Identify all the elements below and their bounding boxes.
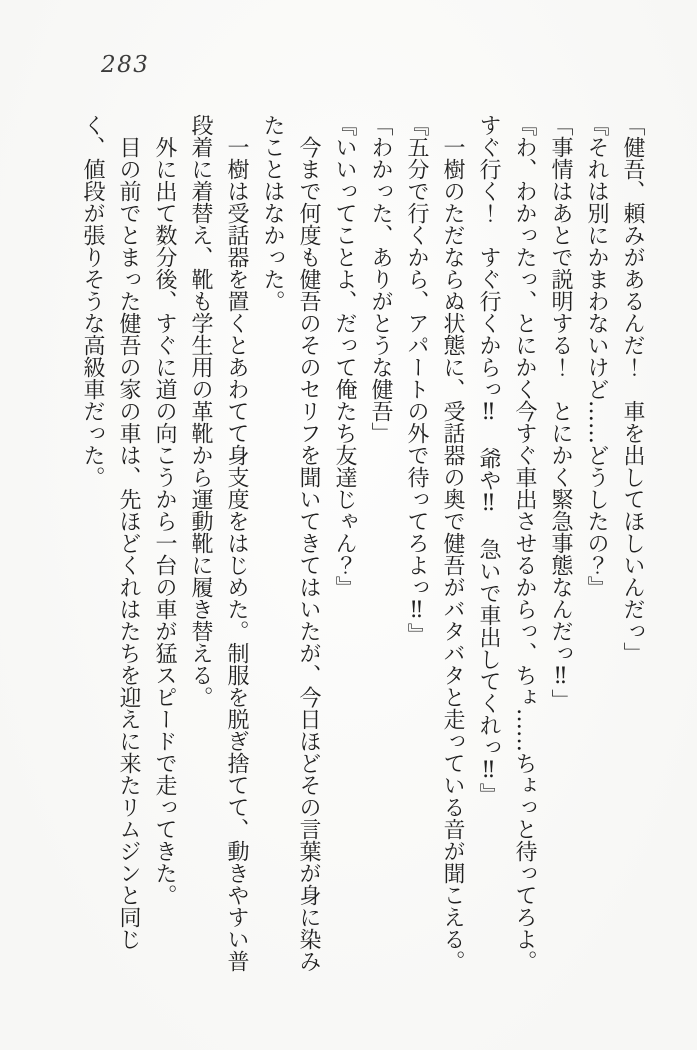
dialogue-paragraph: 『それは別にかまわないけど……どうしたの？』 [584,114,609,598]
dialogue-paragraph: 「事情はあとで説明する！ とにかく緊急事態なんだっ‼」 [548,114,573,711]
narrative-paragraph: 一樹のただならぬ状態に、受話器の奥で健吾がバタバタと走っている音が聞こえる。 [440,136,465,972]
dialogue-paragraph: 『いいってことよ、だって俺たち友達じゃん？』 [332,114,357,598]
narrative-paragraph: 今まで何度も健吾のそのセリフを聞いてきてはいたが、今日ほどその言葉が身に染みたことはなかった。 [260,114,321,972]
dialogue-paragraph: 「わかった、ありがとうな健吾」 [368,114,393,444]
narrative-paragraph: 外に出て数分後、すぐに道の向こうから一台の車が猛スピードで走ってきた。 [152,136,177,906]
narrative-paragraph: 目の前でとまった健吾の家の車は、先ほどくれはたちを迎えに来たリムジンと同じく、値段が張りそうな高級車だった。 [80,114,141,950]
dialogue-paragraph: 『わ、わかったっ、とにかく今すぐ車出させるからっ、ちょ……ちょっと待ってろよ。すぐ行く！ すぐ行くからっ‼ 爺や‼ 急いで車出してくれっ‼』 [476,114,537,972]
page-number: 283 [101,52,150,78]
dialogue-paragraph: 「健吾、頼みがあるんだ！ 車を出してほしいんだっ」 [620,114,645,664]
narrative-paragraph: 一樹は受話器を置くとあわてて身支度をはじめた。制服を脱ぎ捨てて、動きやすい普段着に着替え、靴も学生用の革靴から運動靴に履き替える。 [188,114,249,972]
dialogue-paragraph: 『五分で行くから、アパートの外で待ってろよっ‼』 [404,114,429,645]
vertical-text-block [74,114,650,982]
